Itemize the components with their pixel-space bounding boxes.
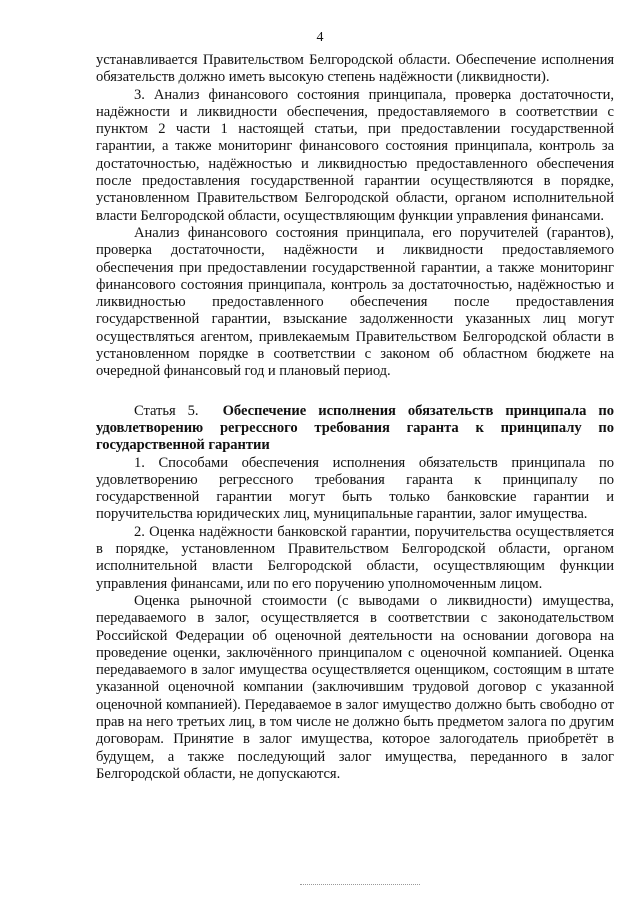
page-number: 4 xyxy=(316,30,324,45)
article-heading xyxy=(96,403,614,455)
paragraph-item-2: 2. Оценка надёжности банковской гарантии, поручительства осуществляется в порядке, установленном Правительством Белгородской области, органом исполнительной власти Белгородской области, осуществляющим функции управления финансами, или по его поручению уполномоченным лицом. xyxy=(96,523,614,592)
paragraph-valuation: Оценка рыночной стоимости (с выводами о ликвидности) имущества, передаваемого в залог, осуществляется в соответствии с законодательством Российской Федерации об оценочной деятельности на основании договора на проведение оценки, заключённого принципалом с оценочной компанией. Оценка передаваемого в залог имущества осуществляется оценщиком, состоящим в штате указанной оценочной компании (заключившим трудовой договор с указанной оценочной компанией). Передаваемое в залог имущество должно быть свободно от прав на него третьих лиц, в том числе не должно быть предметом залога по другим договорам. Принятие в залог имущества, которое залогодатель приобретёт в будущем, а также последующий залог имущества, переданного в залог Белгородской области, не допускаются. xyxy=(96,592,614,782)
section-gap xyxy=(96,381,614,403)
paragraph-item-3: 3. Анализ финансового состояния принципала, проверка достаточности, надёжности и ликвидности обеспечения, предоставляемого в соответствии с пунктом 2 части 1 настоящей статьи, при предоставлении государственной гарантии, а также мониторинг финансового состояния принципала, контроль за достаточностью, надёжностью и ликвидностью предоставленного обеспечения после предоставления государственной гарантии осуществляются в порядке, установленном Правительством Белгородской области, органом исполнительной власти Белгородской области, осуществляющим функции управления финансами. xyxy=(96,86,614,224)
scan-artifact-line xyxy=(300,884,420,885)
document-body xyxy=(96,52,614,783)
article-number: Статья 5. xyxy=(134,402,199,419)
paragraph-continuation: устанавливается Правительством Белгородской области. Обеспечение исполнения обязательств должно иметь высокую степень надёжности (ликвидности). xyxy=(96,52,614,86)
paragraph-item-1: 1. Способами обеспечения исполнения обязательств принципала по удовлетворению регрессного требования гаранта к принципалу по государственной гарантии могут быть только банковские гарантии и поручительства юридических лиц, муниципальные гарантии, залог имущества. xyxy=(96,454,614,523)
paragraph-analysis-agent: Анализ финансового состояния принципала, его поручителей (гарантов), проверка достаточности, надёжности и ликвидности предоставляемого обеспечения при предоставлении государственной гарантии, а также мониторинг финансового состояния принципала, контроль за достаточностью, надёжностью и ликвидностью предоставленного обеспечения после предоставления государственной гарантии, взыскание задолженности указанных лиц могут осуществляться агентом, привлекаемым Правительством Белгородской области в установленном порядке в соответствии с законом об областном бюджете на очередной финансовый год и плановый период. xyxy=(96,224,614,380)
article-title: Обеспечение исполнения обязательств принципала по удовлетворению регрессного требования гаранта к принципалу по государственной гарантии xyxy=(96,402,614,454)
